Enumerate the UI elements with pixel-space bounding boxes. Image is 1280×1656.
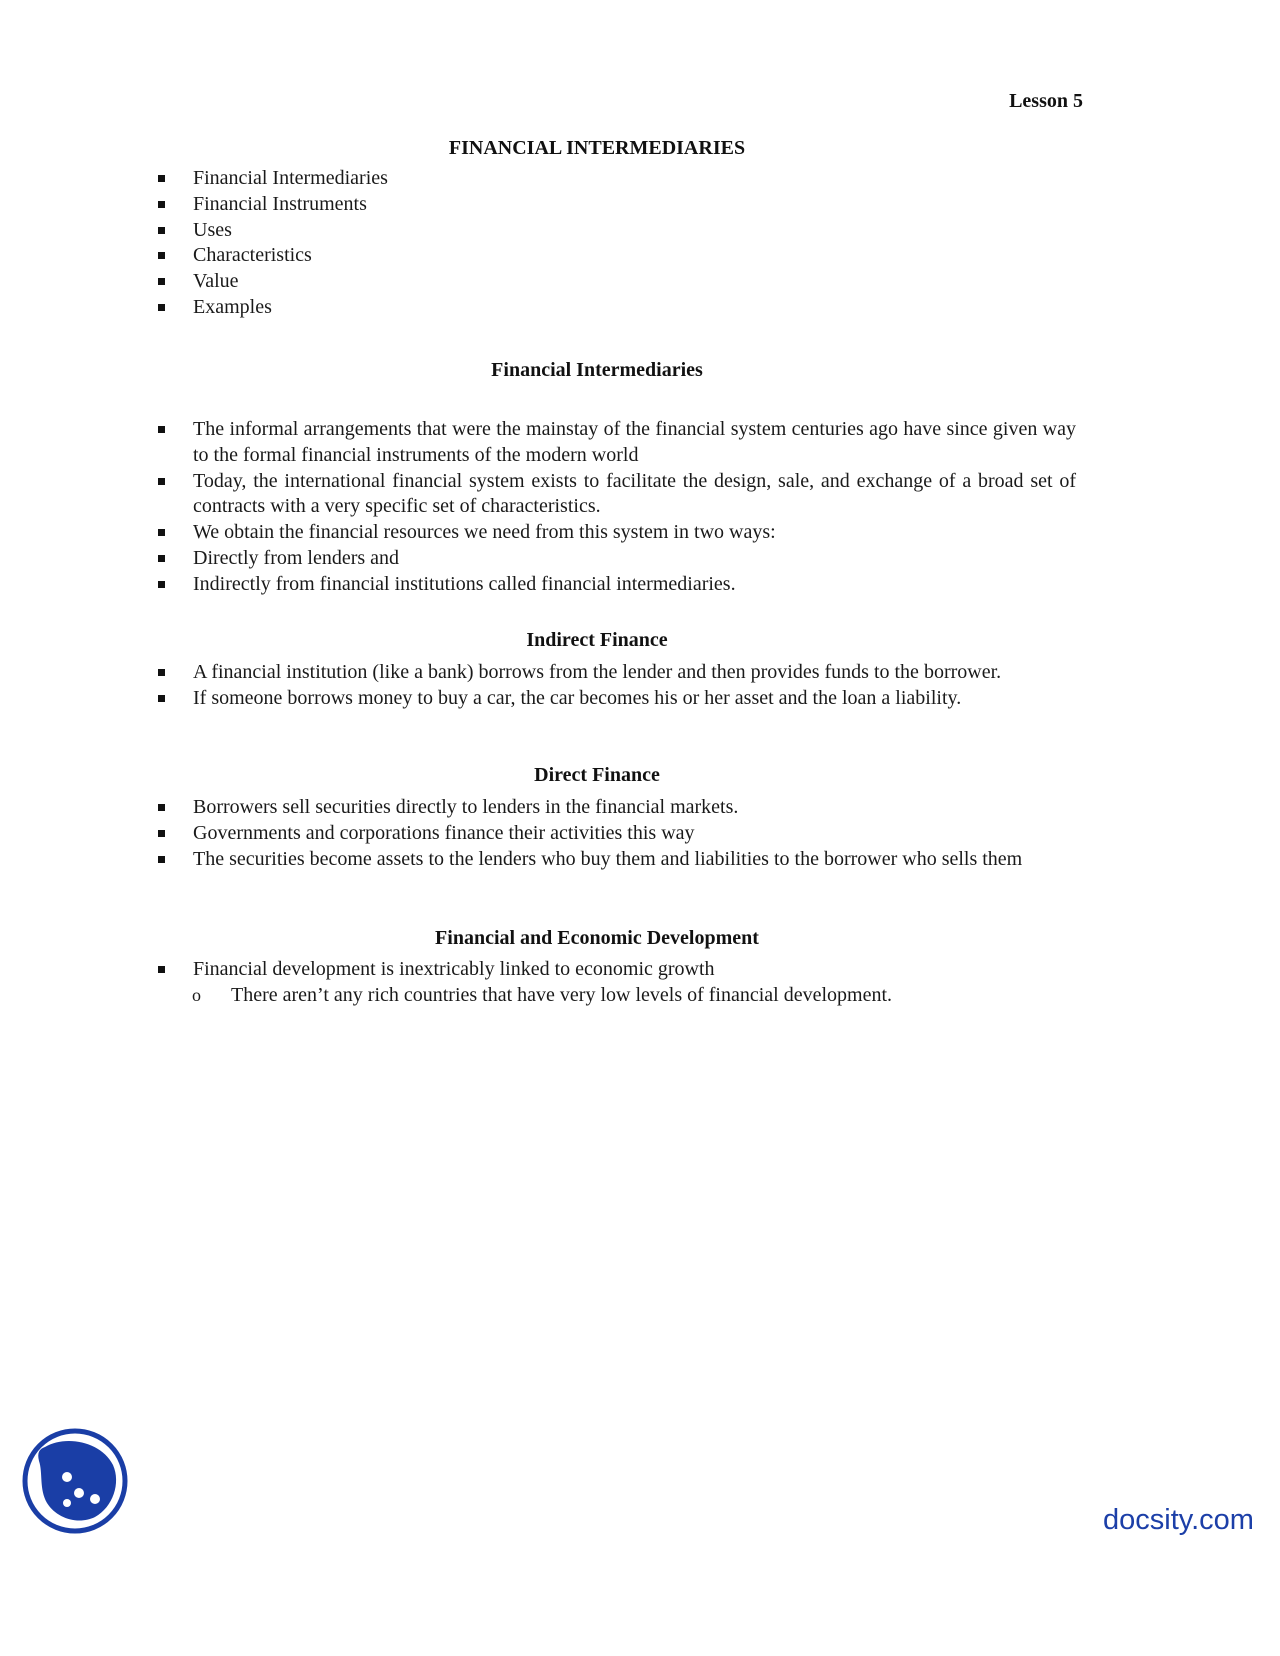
square-bullet-icon (158, 227, 165, 234)
square-bullet-icon (158, 201, 165, 208)
square-bullet-icon (158, 856, 165, 863)
square-bullet-icon (158, 478, 165, 485)
section-heading: Direct Finance (534, 764, 660, 786)
square-bullet-icon (158, 695, 165, 702)
square-bullet-icon (158, 529, 165, 536)
circle-bullet-icon: o (192, 985, 201, 1005)
list-item: Value (156, 269, 1076, 295)
outline-list (156, 166, 1076, 321)
section-list (156, 660, 1076, 712)
sub-list-item: o There aren’t any rich countries that have very low levels of financial development. (156, 983, 1076, 1009)
square-bullet-icon (158, 669, 165, 676)
list-item: If someone borrows money to buy a car, the car becomes his or her asset and the loan a liability. (156, 686, 1076, 712)
docsity-brand-link[interactable]: docsity.com (1103, 1504, 1254, 1536)
section-heading: Financial and Economic Development (435, 927, 759, 949)
list-item: We obtain the financial resources we need from this system in two ways: (156, 520, 1076, 546)
lesson-label: Lesson 5 (1009, 90, 1083, 112)
list-item: Financial development is inextricably linked to economic growth (156, 957, 1076, 983)
list-item: Financial Instruments (156, 192, 1076, 218)
list-item: Directly from lenders and (156, 546, 1076, 572)
section-list (156, 417, 1076, 598)
square-bullet-icon (158, 304, 165, 311)
list-item: The securities become assets to the lenders who buy them and liabilities to the borrower who sells them (156, 847, 1076, 873)
square-bullet-icon (158, 555, 165, 562)
docsity-logo-icon (21, 1427, 129, 1535)
square-bullet-icon (158, 804, 165, 811)
list-item: Examples (156, 295, 1076, 321)
square-bullet-icon (158, 830, 165, 837)
section-list (156, 957, 1076, 983)
list-item: Governments and corporations finance their activities this way (156, 821, 1076, 847)
section-heading: Financial Intermediaries (491, 359, 703, 381)
square-bullet-icon (158, 278, 165, 285)
list-item: A financial institution (like a bank) borrows from the lender and then provides funds to the borrower. (156, 660, 1076, 686)
section-heading: Indirect Finance (526, 629, 668, 651)
list-item: Financial Intermediaries (156, 166, 1076, 192)
list-item: The informal arrangements that were the mainstay of the financial system centuries ago have since given way to the formal financial instruments of the modern world (156, 417, 1076, 469)
list-item: Characteristics (156, 243, 1076, 269)
list-item: Borrowers sell securities directly to lenders in the financial markets. (156, 795, 1076, 821)
list-item: Today, the international financial system exists to facilitate the design, sale, and exchange of a broad set of contracts with a very specific set of characteristics. (156, 469, 1076, 521)
sub-list (156, 983, 1076, 1009)
square-bullet-icon (158, 581, 165, 588)
list-item: Uses (156, 218, 1076, 244)
square-bullet-icon (158, 426, 165, 433)
document-title: FINANCIAL INTERMEDIARIES (448, 137, 746, 159)
section-list (156, 795, 1076, 872)
list-item: Indirectly from financial institutions called financial intermediaries. (156, 572, 1076, 598)
square-bullet-icon (158, 966, 165, 973)
square-bullet-icon (158, 252, 165, 259)
square-bullet-icon (158, 175, 165, 182)
